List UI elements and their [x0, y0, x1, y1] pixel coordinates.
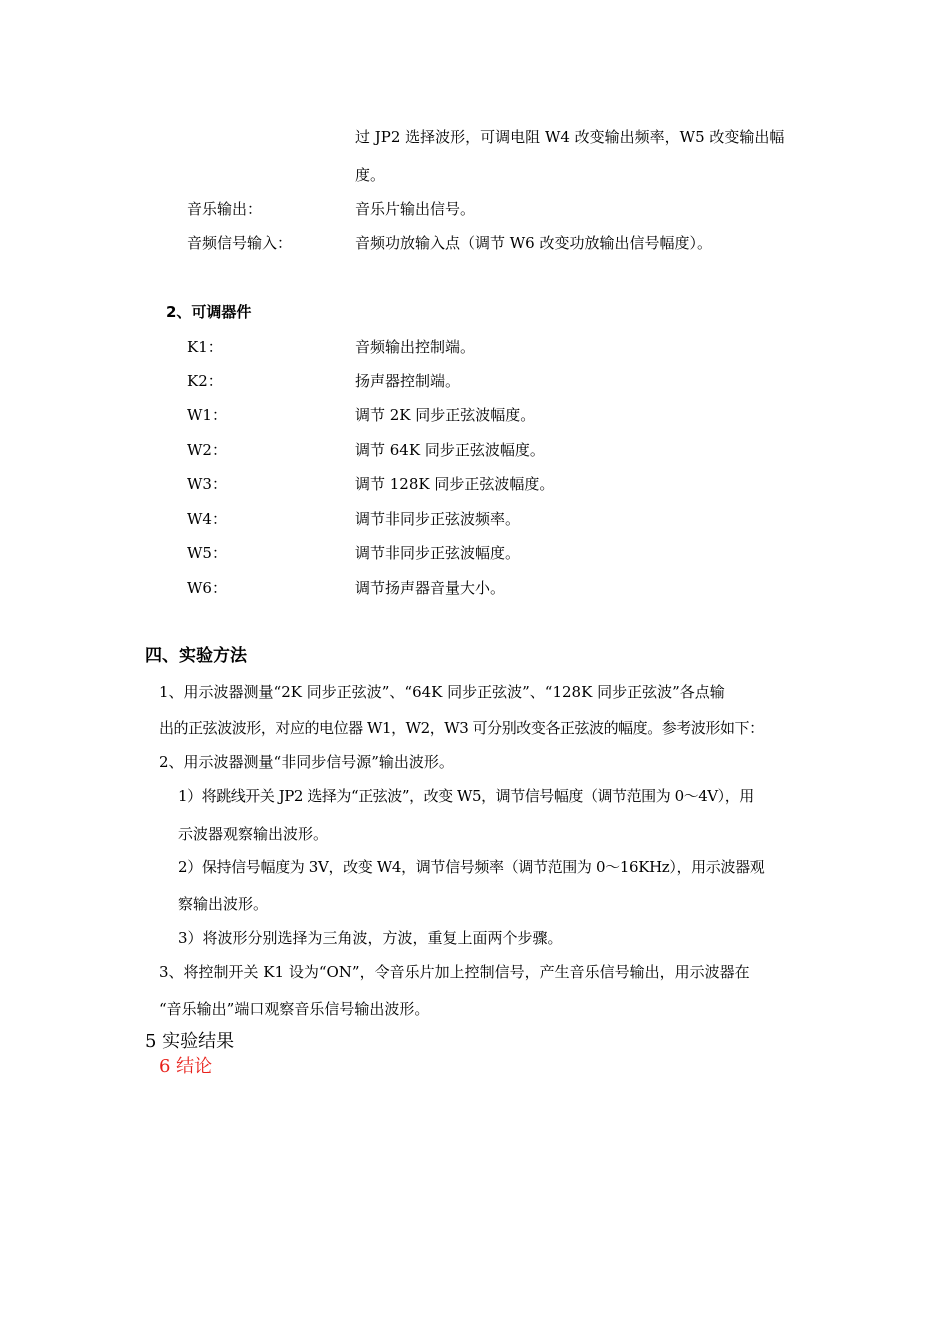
row-desc-audio-input: 音频功放输入点（调节 W6 改变功放输出信号幅度）。	[355, 234, 712, 252]
method-paragraph-3-line-1: 3、将控制开关 K1 设为“ON”，令音乐片加上控制信号，产生音乐信号输出，用示波器在	[159, 963, 750, 981]
row-label-k1: K1：	[187, 338, 223, 356]
method-paragraph-3-line-2: “音乐输出”端口观察音乐信号输出波形。	[159, 1000, 430, 1018]
row-desc-k2: 扬声器控制端。	[355, 372, 461, 390]
row-desc-k1: 音频输出控制端。	[355, 338, 476, 356]
row-desc-music-output: 音乐片输出信号。	[355, 200, 476, 218]
row-desc-w1: 调节 2K 同步正弦波幅度。	[355, 406, 536, 424]
method-paragraph-1-line-1: 1、用示波器测量“2K 同步正弦波”、“64K 同步正弦波”、“128K 同步正弦波”各点输	[159, 683, 725, 701]
row-label-k2: K2：	[187, 372, 223, 390]
method-step-2-line-1: 2）保持信号幅度为 3V，改变 W4，调节信号频率（调节范围为 0～16KHz），用示波器观	[178, 858, 765, 876]
row-desc-w4: 调节非同步正弦波频率。	[355, 510, 521, 528]
row-label-w3: W3：	[187, 475, 227, 493]
row-label-music-output: 音乐输出：	[187, 200, 263, 218]
continued-text-line-2: 度。	[355, 166, 386, 184]
section-heading-method: 四、实验方法	[145, 646, 247, 666]
continued-text-line-1: 过 JP2 选择波形，可调电阻 W4 改变输出频率，W5 改变输出幅	[355, 128, 785, 146]
method-paragraph-1-line-2: 出的正弦波波形，对应的电位器 W1，W2，W3 可分别改变各正弦波的幅度。参考波形如下：	[159, 719, 764, 737]
method-paragraph-2: 2、用示波器测量“非同步信号源”输出波形。	[159, 753, 454, 771]
row-label-w5: W5：	[187, 544, 227, 562]
row-label-w4: W4：	[187, 510, 227, 528]
method-step-3: 3）将波形分别选择为三角波，方波，重复上面两个步骤。	[178, 929, 563, 947]
row-label-w2: W2：	[187, 441, 227, 459]
row-desc-w2: 调节 64K 同步正弦波幅度。	[355, 441, 545, 459]
method-step-2-line-2: 察输出波形。	[178, 895, 269, 913]
row-label-w1: W1：	[187, 406, 227, 424]
method-step-1-line-1: 1）将跳线开关 JP2 选择为“正弦波”，改变 W5，调节信号幅度（调节范围为 0～4V），用	[178, 787, 754, 805]
row-label-audio-input: 音频信号输入：	[187, 234, 293, 252]
row-desc-w3: 调节 128K 同步正弦波幅度。	[355, 475, 555, 493]
row-desc-w6: 调节扬声器音量大小。	[355, 579, 506, 597]
heading-conclusion: 6 结论	[159, 1056, 213, 1077]
section-heading-adjustable: 2、可调器件	[166, 303, 252, 321]
heading-experiment-result: 5 实验结果	[145, 1031, 235, 1052]
method-step-1-line-2: 示波器观察输出波形。	[178, 825, 329, 843]
row-label-w6: W6：	[187, 579, 227, 597]
row-desc-w5: 调节非同步正弦波幅度。	[355, 544, 521, 562]
